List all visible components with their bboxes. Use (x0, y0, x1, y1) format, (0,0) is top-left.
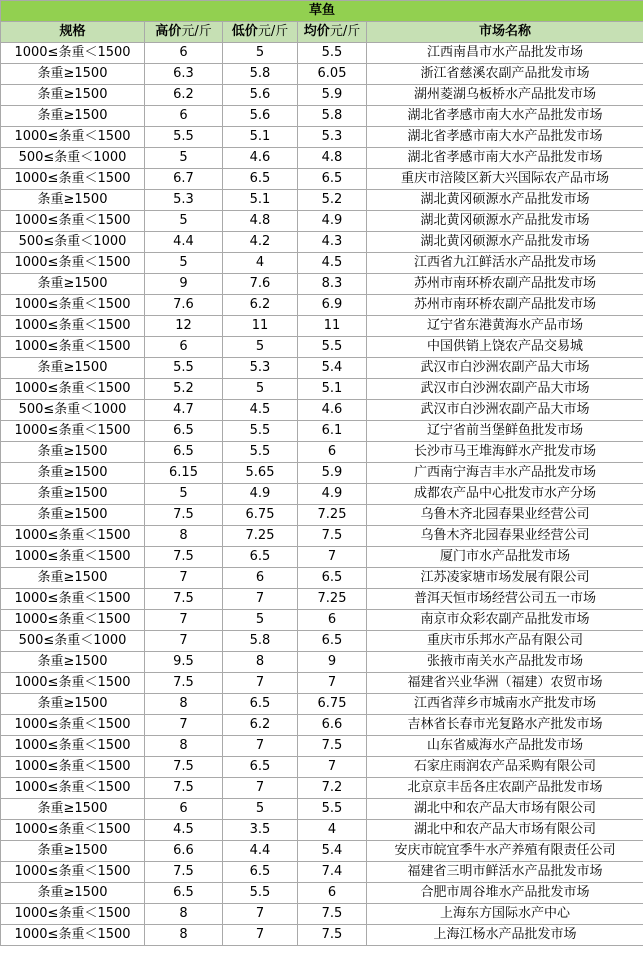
cell-market-name: 湖州菱湖乌板桥水产品批发市场 (367, 85, 643, 106)
cell-spec: 条重≥1500 (1, 568, 145, 589)
cell-low-price: 6.75 (223, 505, 298, 526)
table-row (1, 358, 643, 379)
cell-high-price: 8 (145, 904, 223, 925)
cell-low-price: 5 (223, 610, 298, 631)
cell-spec: 1000≤条重＜1500 (1, 778, 145, 799)
cell-high-price: 6.5 (145, 442, 223, 463)
cell-market-name: 重庆市乐邦水产品有限公司 (367, 631, 643, 652)
cell-spec: 1000≤条重＜1500 (1, 547, 145, 568)
cell-low-price: 7 (223, 673, 298, 694)
table-row (1, 736, 643, 757)
cell-spec: 条重≥1500 (1, 106, 145, 127)
cell-spec: 条重≥1500 (1, 652, 145, 673)
table-row (1, 757, 643, 778)
cell-avg-price: 6.5 (298, 631, 367, 652)
cell-high-price: 9.5 (145, 652, 223, 673)
cell-market-name: 合肥市周谷堆水产品批发市场 (367, 883, 643, 904)
cell-market-name: 乌鲁木齐北园春果业经营公司 (367, 526, 643, 547)
cell-spec: 1000≤条重＜1500 (1, 904, 145, 925)
cell-high-price: 7.5 (145, 757, 223, 778)
cell-avg-price: 6.5 (298, 169, 367, 190)
cell-low-price: 6.5 (223, 694, 298, 715)
cell-high-price: 5.2 (145, 379, 223, 400)
cell-high-price: 8 (145, 736, 223, 757)
table-row (1, 274, 643, 295)
table-row (1, 169, 643, 190)
cell-low-price: 7 (223, 904, 298, 925)
cell-high-price: 6 (145, 106, 223, 127)
cell-high-price: 7.5 (145, 589, 223, 610)
cell-market-name: 湖北黄冈硕源水产品批发市场 (367, 232, 643, 253)
header-low-label: 低价 (231, 24, 258, 39)
cell-market-name: 苏州市南环桥农副产品批发市场 (367, 295, 643, 316)
cell-avg-price: 4.3 (298, 232, 367, 253)
table-row (1, 652, 643, 673)
table-row (1, 547, 643, 568)
table-row (1, 505, 643, 526)
cell-high-price: 8 (145, 694, 223, 715)
table-row (1, 400, 643, 421)
cell-spec: 1000≤条重＜1500 (1, 820, 145, 841)
table-row (1, 694, 643, 715)
cell-avg-price: 7.5 (298, 925, 367, 946)
cell-market-name: 浙江省慈溪农副产品批发市场 (367, 64, 643, 85)
cell-avg-price: 5.1 (298, 379, 367, 400)
cell-avg-price: 4.9 (298, 484, 367, 505)
cell-spec: 1000≤条重＜1500 (1, 421, 145, 442)
cell-low-price: 6.5 (223, 547, 298, 568)
table-row (1, 337, 643, 358)
cell-high-price: 6 (145, 337, 223, 358)
table-row (1, 463, 643, 484)
table-row (1, 778, 643, 799)
cell-high-price: 7 (145, 610, 223, 631)
cell-avg-price: 7 (298, 757, 367, 778)
cell-market-name: 湖北黄冈硕源水产品批发市场 (367, 190, 643, 211)
cell-low-price: 4.9 (223, 484, 298, 505)
cell-spec: 1000≤条重＜1500 (1, 379, 145, 400)
cell-high-price: 6.6 (145, 841, 223, 862)
cell-avg-price: 6.1 (298, 421, 367, 442)
cell-spec: 条重≥1500 (1, 694, 145, 715)
header-high (145, 22, 223, 43)
cell-market-name: 张掖市南关水产品批发市场 (367, 652, 643, 673)
cell-high-price: 5.5 (145, 127, 223, 148)
table-body (1, 43, 643, 946)
cell-market-name: 湖北省孝感市南大水产品批发市场 (367, 148, 643, 169)
header-high-unit: 元/斤 (181, 24, 212, 39)
cell-spec: 1000≤条重＜1500 (1, 43, 145, 64)
cell-market-name: 湖北黄冈硕源水产品批发市场 (367, 211, 643, 232)
cell-avg-price: 5.8 (298, 106, 367, 127)
table-row (1, 904, 643, 925)
cell-market-name: 江西省萍乡市城南水产批发市场 (367, 694, 643, 715)
cell-avg-price: 7 (298, 547, 367, 568)
cell-avg-price: 6 (298, 442, 367, 463)
cell-high-price: 7.5 (145, 547, 223, 568)
header-avg (298, 22, 367, 43)
cell-high-price: 7 (145, 631, 223, 652)
cell-high-price: 5.3 (145, 190, 223, 211)
cell-avg-price: 11 (298, 316, 367, 337)
cell-avg-price: 6 (298, 610, 367, 631)
cell-spec: 条重≥1500 (1, 463, 145, 484)
cell-low-price: 6.2 (223, 295, 298, 316)
cell-low-price: 6.5 (223, 169, 298, 190)
cell-spec: 1000≤条重＜1500 (1, 295, 145, 316)
cell-high-price: 7.6 (145, 295, 223, 316)
cell-avg-price: 4.8 (298, 148, 367, 169)
table-row (1, 484, 643, 505)
cell-market-name: 普洱天恒市场经营公司五一市场 (367, 589, 643, 610)
cell-avg-price: 5.9 (298, 85, 367, 106)
cell-high-price: 7.5 (145, 505, 223, 526)
cell-avg-price: 6.6 (298, 715, 367, 736)
cell-avg-price: 7.25 (298, 589, 367, 610)
cell-low-price: 4.4 (223, 841, 298, 862)
cell-spec: 1000≤条重＜1500 (1, 169, 145, 190)
table-row (1, 295, 643, 316)
table-row (1, 316, 643, 337)
cell-market-name: 湖北省孝感市南大水产品批发市场 (367, 106, 643, 127)
cell-low-price: 7.6 (223, 274, 298, 295)
cell-high-price: 7 (145, 715, 223, 736)
cell-high-price: 6.7 (145, 169, 223, 190)
table-row (1, 253, 643, 274)
cell-spec: 1000≤条重＜1500 (1, 736, 145, 757)
cell-low-price: 5.6 (223, 85, 298, 106)
cell-spec: 1000≤条重＜1500 (1, 526, 145, 547)
cell-low-price: 5 (223, 799, 298, 820)
cell-spec: 条重≥1500 (1, 883, 145, 904)
cell-avg-price: 7.4 (298, 862, 367, 883)
cell-spec: 1000≤条重＜1500 (1, 925, 145, 946)
cell-high-price: 4.5 (145, 820, 223, 841)
header-high-label: 高价 (155, 24, 182, 39)
cell-avg-price: 6.9 (298, 295, 367, 316)
cell-avg-price: 6.75 (298, 694, 367, 715)
cell-high-price: 7 (145, 568, 223, 589)
cell-avg-price: 5.5 (298, 337, 367, 358)
cell-market-name: 北京京丰岳各庄农副产品批发市场 (367, 778, 643, 799)
table-row (1, 589, 643, 610)
cell-low-price: 5.1 (223, 190, 298, 211)
cell-high-price: 7.5 (145, 862, 223, 883)
cell-market-name: 乌鲁木齐北园春果业经营公司 (367, 505, 643, 526)
cell-market-name: 上海江杨水产品批发市场 (367, 925, 643, 946)
cell-market-name: 苏州市南环桥农副产品批发市场 (367, 274, 643, 295)
cell-low-price: 6.2 (223, 715, 298, 736)
cell-market-name: 武汉市白沙洲农副产品大市场 (367, 379, 643, 400)
cell-low-price: 5.6 (223, 106, 298, 127)
cell-spec: 500≤条重＜1000 (1, 148, 145, 169)
cell-market-name: 江西省九江鲜活水产品批发市场 (367, 253, 643, 274)
cell-high-price: 6.5 (145, 421, 223, 442)
cell-market-name: 吉林省长春市光复路水产批发市场 (367, 715, 643, 736)
cell-spec: 条重≥1500 (1, 442, 145, 463)
table-row (1, 841, 643, 862)
header-avg-unit: 元/斤 (329, 24, 361, 39)
cell-market-name: 成都农产品中心批发市水产分场 (367, 484, 643, 505)
cell-spec: 条重≥1500 (1, 190, 145, 211)
cell-low-price: 4.2 (223, 232, 298, 253)
cell-low-price: 5.65 (223, 463, 298, 484)
cell-avg-price: 4.5 (298, 253, 367, 274)
cell-market-name: 武汉市白沙洲农副产品大市场 (367, 400, 643, 421)
cell-low-price: 7 (223, 778, 298, 799)
cell-avg-price: 7 (298, 673, 367, 694)
table-row (1, 379, 643, 400)
cell-spec: 1000≤条重＜1500 (1, 337, 145, 358)
cell-avg-price: 4.9 (298, 211, 367, 232)
cell-spec: 1000≤条重＜1500 (1, 253, 145, 274)
cell-market-name: 中国供销上饶农产品交易城 (367, 337, 643, 358)
table-title-row (1, 1, 643, 22)
cell-market-name: 重庆市涪陵区新大兴国际农产品市场 (367, 169, 643, 190)
cell-high-price: 5 (145, 253, 223, 274)
table-row (1, 820, 643, 841)
cell-spec: 1000≤条重＜1500 (1, 589, 145, 610)
cell-high-price: 5 (145, 211, 223, 232)
cell-avg-price: 7.25 (298, 505, 367, 526)
cell-high-price: 6.15 (145, 463, 223, 484)
cell-high-price: 8 (145, 526, 223, 547)
cell-spec: 1000≤条重＜1500 (1, 610, 145, 631)
cell-low-price: 4.6 (223, 148, 298, 169)
cell-high-price: 5 (145, 484, 223, 505)
cell-high-price: 4.7 (145, 400, 223, 421)
cell-market-name: 江西南昌市水产品批发市场 (367, 43, 643, 64)
cell-spec: 1000≤条重＜1500 (1, 862, 145, 883)
table-row (1, 715, 643, 736)
cell-avg-price: 7.5 (298, 736, 367, 757)
table-row (1, 85, 643, 106)
table-row (1, 442, 643, 463)
cell-market-name: 湖北中和农产品大市场有限公司 (367, 799, 643, 820)
cell-high-price: 6.5 (145, 883, 223, 904)
cell-low-price: 5 (223, 379, 298, 400)
cell-low-price: 8 (223, 652, 298, 673)
cell-avg-price: 6 (298, 883, 367, 904)
cell-spec: 1000≤条重＜1500 (1, 715, 145, 736)
cell-low-price: 6.5 (223, 757, 298, 778)
cell-high-price: 7.5 (145, 778, 223, 799)
cell-high-price: 5 (145, 148, 223, 169)
table-row (1, 421, 643, 442)
cell-low-price: 7 (223, 925, 298, 946)
cell-market-name: 厦门市水产品批发市场 (367, 547, 643, 568)
cell-low-price: 5.8 (223, 64, 298, 85)
cell-low-price: 5.5 (223, 442, 298, 463)
cell-low-price: 4.5 (223, 400, 298, 421)
cell-avg-price: 9 (298, 652, 367, 673)
cell-spec: 1000≤条重＜1500 (1, 316, 145, 337)
cell-avg-price: 5.4 (298, 358, 367, 379)
cell-market-name: 辽宁省东港黄海水产品市场 (367, 316, 643, 337)
cell-spec: 1000≤条重＜1500 (1, 127, 145, 148)
cell-low-price: 6.5 (223, 862, 298, 883)
table-row (1, 883, 643, 904)
header-avg-label: 均价 (303, 24, 330, 39)
cell-spec: 条重≥1500 (1, 484, 145, 505)
cell-low-price: 6 (223, 568, 298, 589)
cell-avg-price: 5.5 (298, 799, 367, 820)
cell-low-price: 5.5 (223, 421, 298, 442)
header-market: 市场名称 (367, 22, 643, 43)
table-row (1, 862, 643, 883)
cell-high-price: 6 (145, 43, 223, 64)
table-row (1, 631, 643, 652)
cell-low-price: 5.8 (223, 631, 298, 652)
cell-low-price: 3.5 (223, 820, 298, 841)
table-row (1, 106, 643, 127)
cell-spec: 1000≤条重＜1500 (1, 757, 145, 778)
table-row (1, 148, 643, 169)
cell-high-price: 6 (145, 799, 223, 820)
cell-avg-price: 7.5 (298, 904, 367, 925)
cell-avg-price: 5.3 (298, 127, 367, 148)
cell-avg-price: 6.5 (298, 568, 367, 589)
cell-low-price: 5 (223, 337, 298, 358)
cell-spec: 条重≥1500 (1, 85, 145, 106)
cell-market-name: 湖北中和农产品大市场有限公司 (367, 820, 643, 841)
table-row (1, 799, 643, 820)
cell-market-name: 广西南宁海吉丰水产品批发市场 (367, 463, 643, 484)
table-title: 草鱼 (1, 1, 643, 22)
cell-high-price: 6.2 (145, 85, 223, 106)
cell-avg-price: 7.2 (298, 778, 367, 799)
cell-avg-price: 5.9 (298, 463, 367, 484)
table-row (1, 127, 643, 148)
cell-avg-price: 6.05 (298, 64, 367, 85)
table-row (1, 211, 643, 232)
cell-avg-price: 4.6 (298, 400, 367, 421)
cell-high-price: 7.5 (145, 673, 223, 694)
cell-spec: 条重≥1500 (1, 64, 145, 85)
table-row (1, 526, 643, 547)
cell-high-price: 5.5 (145, 358, 223, 379)
cell-spec: 条重≥1500 (1, 358, 145, 379)
cell-spec: 500≤条重＜1000 (1, 400, 145, 421)
table-row (1, 43, 643, 64)
cell-market-name: 石家庄雨润农产品采购有限公司 (367, 757, 643, 778)
header-low (223, 22, 298, 43)
cell-low-price: 7 (223, 736, 298, 757)
cell-market-name: 南京市众彩农副产品批发市场 (367, 610, 643, 631)
cell-spec: 条重≥1500 (1, 799, 145, 820)
cell-market-name: 福建省三明市鲜活水产品批发市场 (367, 862, 643, 883)
header-low-unit: 元/斤 (257, 24, 289, 39)
cell-avg-price: 7.5 (298, 526, 367, 547)
table-row (1, 673, 643, 694)
cell-spec: 条重≥1500 (1, 505, 145, 526)
cell-market-name: 武汉市白沙洲农副产品大市场 (367, 358, 643, 379)
table-row (1, 64, 643, 85)
cell-market-name: 上海东方国际水产中心 (367, 904, 643, 925)
cell-spec: 1000≤条重＜1500 (1, 673, 145, 694)
cell-high-price: 4.4 (145, 232, 223, 253)
header-spec: 规格 (1, 22, 145, 43)
cell-low-price: 7 (223, 589, 298, 610)
cell-low-price: 4.8 (223, 211, 298, 232)
table-row (1, 610, 643, 631)
cell-avg-price: 4 (298, 820, 367, 841)
cell-market-name: 辽宁省前当堡鲜鱼批发市场 (367, 421, 643, 442)
cell-spec: 500≤条重＜1000 (1, 232, 145, 253)
cell-high-price: 12 (145, 316, 223, 337)
cell-high-price: 8 (145, 925, 223, 946)
cell-low-price: 5.3 (223, 358, 298, 379)
table-row (1, 925, 643, 946)
cell-market-name: 福建省兴业华洲（福建）农贸市场 (367, 673, 643, 694)
cell-spec: 条重≥1500 (1, 274, 145, 295)
cell-market-name: 山东省威海水产品批发市场 (367, 736, 643, 757)
cell-market-name: 湖北省孝感市南大水产品批发市场 (367, 127, 643, 148)
cell-low-price: 5.1 (223, 127, 298, 148)
cell-avg-price: 5.5 (298, 43, 367, 64)
cell-spec: 1000≤条重＜1500 (1, 211, 145, 232)
cell-avg-price: 8.3 (298, 274, 367, 295)
cell-market-name: 安庆市皖宜季牛水产养殖有限责任公司 (367, 841, 643, 862)
cell-market-name: 长沙市马王堆海鲜水产批发市场 (367, 442, 643, 463)
cell-market-name: 江苏凌家塘市场发展有限公司 (367, 568, 643, 589)
cell-spec: 条重≥1500 (1, 841, 145, 862)
cell-high-price: 9 (145, 274, 223, 295)
cell-low-price: 5 (223, 43, 298, 64)
cell-low-price: 7.25 (223, 526, 298, 547)
cell-low-price: 11 (223, 316, 298, 337)
table-row (1, 568, 643, 589)
column-header-row (1, 22, 643, 43)
table-row (1, 190, 643, 211)
cell-high-price: 6.3 (145, 64, 223, 85)
cell-low-price: 4 (223, 253, 298, 274)
cell-avg-price: 5.2 (298, 190, 367, 211)
table-row (1, 232, 643, 253)
cell-avg-price: 5.4 (298, 841, 367, 862)
cell-spec: 500≤条重＜1000 (1, 631, 145, 652)
cell-low-price: 5.5 (223, 883, 298, 904)
